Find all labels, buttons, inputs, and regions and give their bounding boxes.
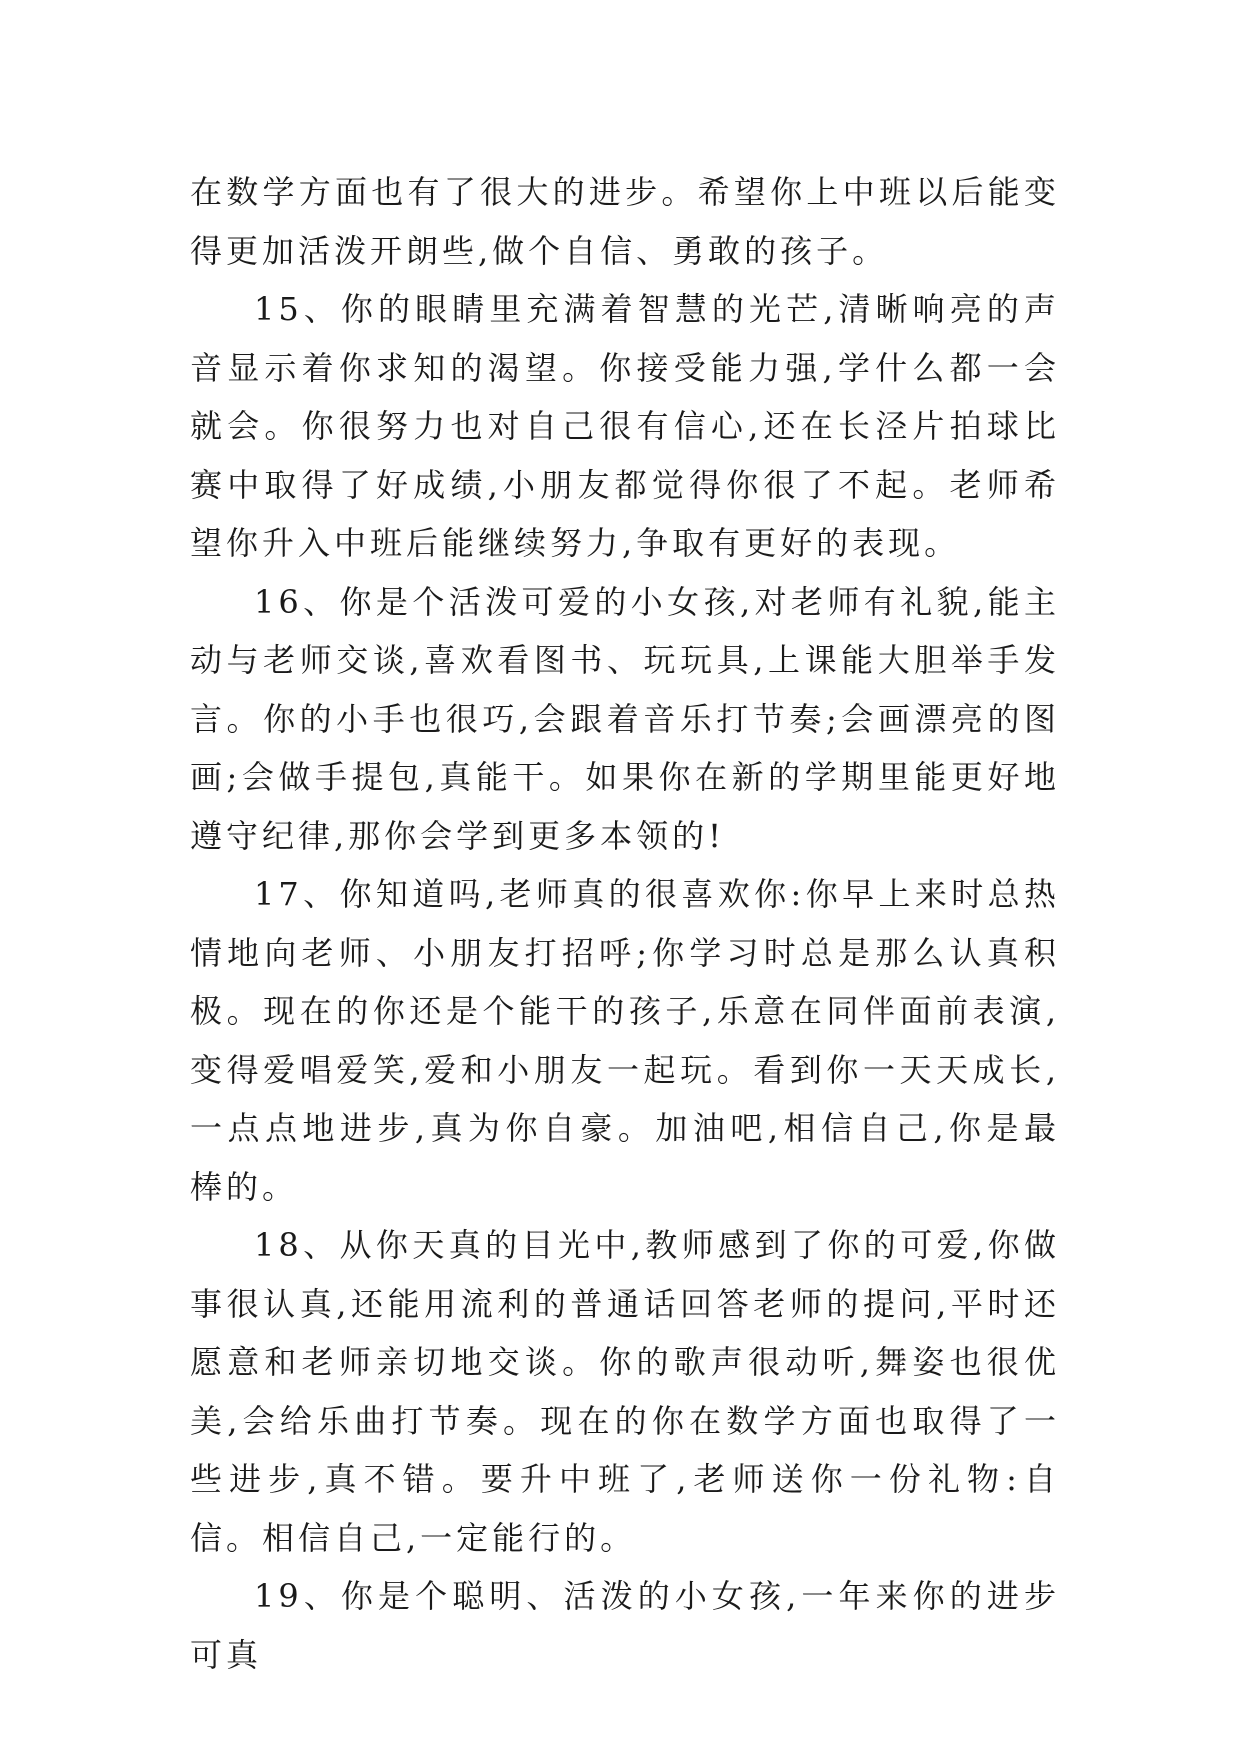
paragraph-item-18: 18、从你天真的目光中,教师感到了你的可爱,你做事很认真,还能用流利的普通话回答老师的提问,平时还愿意和老师亲切地交谈。你的歌声很动听,舞姿也很优美,会给乐曲打节奏。现在的你在数学方面也取得了一些进步,真不错。要升中班了,老师送你一份礼物:自信。相信自己,一定能行的。 — [190, 1226, 1060, 1557]
paragraph-item-19: 19、你是个聪明、活泼的小女孩,一年来你的进步可真 — [190, 1577, 1060, 1674]
paragraph-item-15: 15、你的眼睛里充满着智慧的光芒,清晰响亮的声音显示着你求知的渴望。你接受能力强,学什么都一会就会。你很努力也对自己很有信心,还在长泾片拍球比赛中取得了好成绩,小朋友都觉得你很了不起。老师希望你升入中班后能继续努力,争取有更好的表现。 — [190, 290, 1060, 562]
paragraph-item-16: 16、你是个活泼可爱的小女孩,对老师有礼貌,能主动与老师交谈,喜欢看图书、玩玩具,上课能大胆举手发言。你的小手也很巧,会跟着音乐打节奏;会画漂亮的图画;会做手提包,真能干。如果你在新的学期里能更好地遵守纪律,那你会学到更多本领的! — [190, 582, 1060, 855]
document-body — [190, 163, 1060, 1684]
paragraph-continuation: 在数学方面也有了很大的进步。希望你上中班以后能变得更加活泼开朗些,做个自信、勇敢的孩子。 — [190, 173, 1060, 270]
paragraph-item-17: 17、你知道吗,老师真的很喜欢你:你早上来时总热情地向老师、小朋友打招呼;你学习时总是那么认真积极。现在的你还是个能干的孩子,乐意在同伴面前表演,变得爱唱爱笑,爱和小朋友一起玩。看到你一天天成长,一点点地进步,真为你自豪。加油吧,相信自己,你是最棒的。 — [190, 875, 1060, 1206]
